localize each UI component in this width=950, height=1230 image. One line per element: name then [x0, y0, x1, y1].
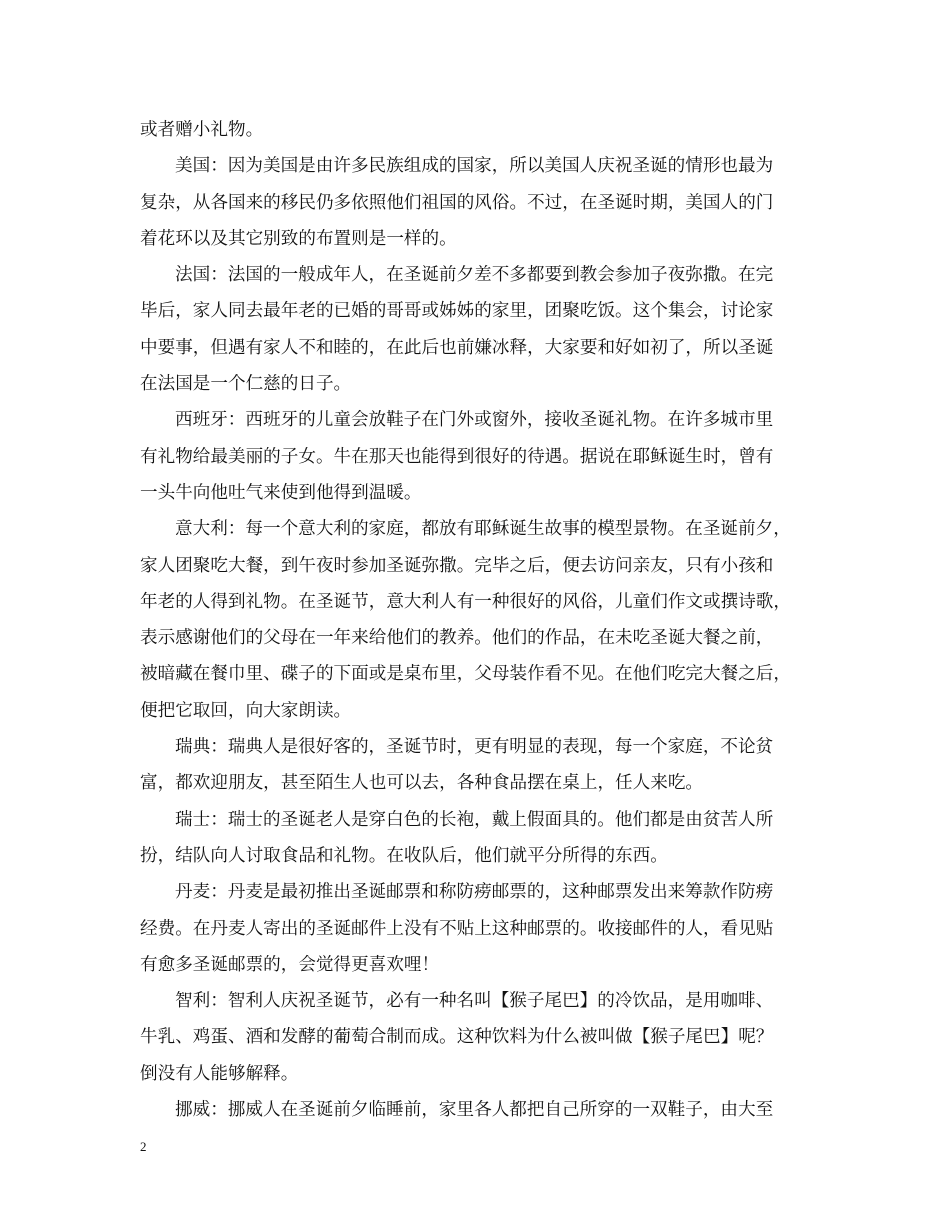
text-line: 西班牙：西班牙的儿童会放鞋子在门外或窗外，接收圣诞礼物。在许多城市里: [175, 410, 774, 431]
text-line: 被暗藏在餐巾里、碟子的下面或是桌布里，父母装作看不见。在他们吃完大餐之后，: [140, 664, 791, 685]
text-line: 或者赠小礼物。: [140, 120, 264, 140]
text-line: 牛乳、鸡蛋、酒和发酵的葡萄合制而成。这种饮料为什么被叫做【猴子尾巴】呢？: [140, 1027, 774, 1048]
text-line: 年老的人得到礼物。在圣诞节，意大利人有一种很好的风俗，儿童们作文或撰诗歌，: [140, 591, 791, 612]
text-line: 有礼物给最美丽的子女。牛在那天也能得到很好的待遇。据说在耶稣诞生时，曾有: [140, 446, 774, 467]
body-text: [140, 112, 822, 1128]
text-line: 富，都欢迎朋友，甚至陌生人也可以去，各种食品摆在桌上，任人来吃。: [140, 773, 704, 794]
text-line: 丹麦：丹麦是最初推出圣诞邮票和称防痨邮票的，这种邮票发出来筹款作防痨: [175, 882, 774, 903]
text-line: 瑞士：瑞士的圣诞老人是穿白色的长袍，戴上假面具的。他们都是由贫苦人所: [175, 809, 774, 830]
text-line: 表示感谢他们的父母在一年来给他们的教养。他们的作品，在未吃圣诞大餐之前，: [140, 628, 774, 649]
text-line: 中要事，但遇有家人不和睦的，在此后也前嫌冰释，大家要和好如初了，所以圣诞: [140, 337, 774, 358]
text-line: 美国：因为美国是由许多民族组成的国家，所以美国人庆祝圣诞的情形也最为: [175, 156, 774, 177]
text-line: 意大利：每一个意大利的家庭，都放有耶稣诞生故事的模型景物。在圣诞前夕，: [175, 519, 791, 540]
text-line: 家人团聚吃大餐，到午夜时参加圣诞弥撒。完毕之后，便去访问亲友，只有小孩和: [140, 555, 774, 576]
text-line: 法国：法国的一般成年人，在圣诞前夕差不多都要到教会参加子夜弥撒。在完: [175, 265, 774, 286]
page-number: 2: [140, 1139, 147, 1154]
text-line: 一头牛向他吐气来使到他得到温暖。: [140, 482, 422, 503]
text-line: 着花环以及其它别致的布置则是一样的。: [140, 228, 457, 249]
text-line: 智利：智利人庆祝圣诞节，必有一种名叫【猴子尾巴】的冷饮品，是用咖啡、: [175, 991, 774, 1012]
text-line: 复杂，从各国来的移民仍多依照他们祖国的风俗。不过，在圣诞时期，美国人的门: [140, 192, 774, 213]
text-line: 有愈多圣诞邮票的，会觉得更喜欢哩！: [140, 954, 440, 975]
text-line: 挪威：挪威人在圣诞前夕临睡前，家里各人都把自己所穿的一双鞋子，由大至: [175, 1100, 774, 1121]
text-line: 便把它取回，向大家朗读。: [140, 700, 352, 721]
text-line: 在法国是一个仁慈的日子。: [140, 374, 352, 395]
text-line: 毕后，家人同去最年老的已婚的哥哥或姊姊的家里，团聚吃饭。这个集会，讨论家: [140, 301, 774, 322]
text-line: 瑞典：瑞典人是很好客的，圣诞节时，更有明显的表现，每一个家庭，不论贫: [175, 737, 774, 758]
text-line: 扮，结队向人讨取食品和礼物。在收队后，他们就平分所得的东西。: [140, 845, 668, 866]
text-line: 经费。在丹麦人寄出的圣诞邮件上没有不贴上这种邮票的。收接邮件的人，看见贴: [140, 918, 774, 939]
text-line: 倒没有人能够解释。: [140, 1063, 299, 1084]
